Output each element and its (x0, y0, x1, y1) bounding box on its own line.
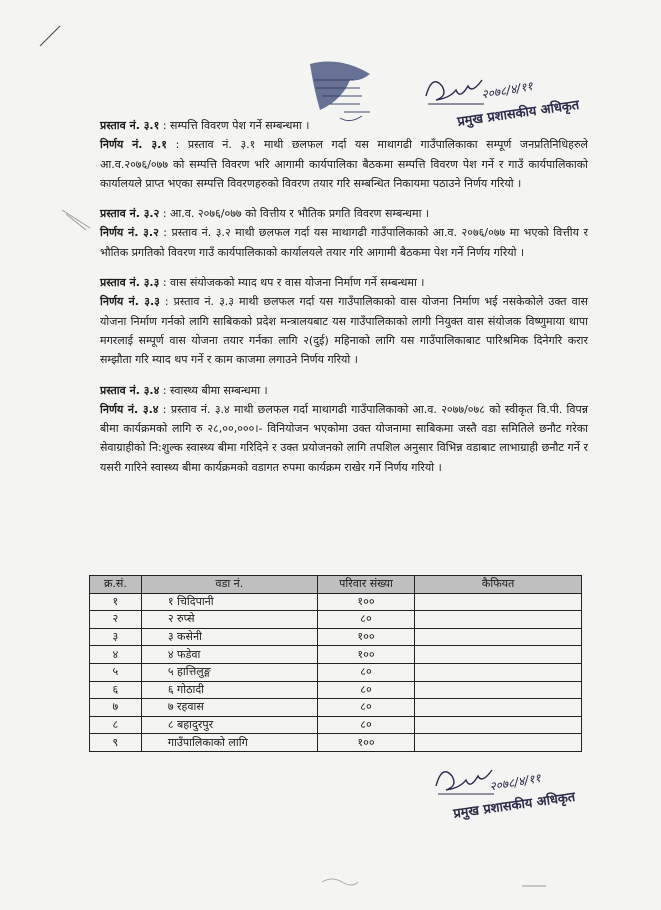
table-row (90, 593, 582, 611)
scan-mark (36, 22, 66, 52)
cell-ward: ३ कसेनी (141, 628, 317, 646)
scan-mark (520, 880, 550, 892)
minutes-body (100, 116, 588, 477)
cell-remarks (415, 646, 582, 664)
cell-serial: ४ (90, 646, 142, 664)
table-row (90, 646, 582, 664)
table-row (90, 716, 582, 734)
cell-remarks (415, 628, 582, 646)
decision-3-2: निर्णय नं. ३.२ : प्रस्ताव नं. ३.२ माथी छलफल गर्दा यस माथागढी गाउँपालिकाको आ.व. २०७६/०७७ मा भएको वित्तीय र भौतिक प्रगतिको विवरण गाउँ कार्यपालिकाको कार्यालयले तयार गरि आगामी बैठकमा पेश गर्ने निर्णय गरियो । (100, 226, 588, 259)
proposal-3-1-heading: प्रस्ताव नं. ३.१ : सम्पत्ति विवरण पेश गर्ने सम्बन्धमा । (100, 119, 310, 132)
decision-3-4: निर्णय नं. ३.४ : प्रस्ताव नं. ३.४ माथी छलफल गर्दा माथागढी गाउँपालिकाको आ.व. २०७७/०७८ को स्वीकृत वि.पी. विपन्न बीमा कार्यक्रमको लागि रु २८,००,०००।- विनियोजन भएकोमा उक्त योजनामा साबिकमा जस्तै वडा समितिले छनौट गरेका सेवाग्राहीको नि:शुल्क स्वास्थ्य बीमा गरिदिने र उक्त प्रयोजनको लागि तपशिल अनुसार विभिन्न वडाबाट लाभाग्राही छनौट गर्ने र यसरी गारिने स्वास्थ्य बीमा कार्यक्रमको वडागत रुपमा कार्यक्रम राखेर गर्ने निर्णय गरियो । (100, 402, 588, 474)
table-row (90, 663, 582, 681)
cell-family-count: ८० (317, 611, 414, 629)
signature-date: २०७८/४/११ (480, 78, 534, 102)
cell-family-count: ८० (317, 681, 414, 699)
cell-serial: ६ (90, 681, 142, 699)
cell-serial: ९ (90, 734, 142, 752)
cell-serial: ७ (90, 699, 142, 717)
table-header-row (90, 576, 582, 594)
cell-serial: ३ (90, 628, 142, 646)
cell-remarks (415, 611, 582, 629)
cell-family-count: १०० (317, 593, 414, 611)
cell-family-count: १०० (317, 734, 414, 752)
signature-title: प्रमुख प्रशासकीय अधिकृत (456, 97, 581, 130)
signature-title: प्रमुख प्रशासकीय अधिकृत (452, 789, 577, 822)
cell-remarks (415, 593, 582, 611)
header-family-count: परिवार संख्या (317, 576, 414, 594)
cell-ward: १ चिदिपानी (141, 593, 317, 611)
ward-insurance-table (89, 575, 582, 752)
cell-remarks (415, 734, 582, 752)
table-row (90, 734, 582, 752)
table-row (90, 611, 582, 629)
decision-3-3: निर्णय नं. ३.३ : प्रस्ताव नं. ३.३ माथी छलफल गर्दा यस गाउँपालिकाको वास योजना निर्माण भई नसकेकोले उक्त वास योजना निर्माण गर्नको लागि साबिकको प्रदेश मन्त्रालयबाट यस गाउँपालिकाको लागी नियुक्त वास संयोजक विष्णुमाया थापा मगरलाई सम्पूर्ण वास योजना तयार गर्नका लागि २(दुई) महिनाको लागि यस गाउँपालिकाबाट पारिश्रमिक दिनेगरि करार सम्झौता गरि म्याद थप गर्ने र काम काजमा लगाउने निर्णय गरियो । (100, 295, 588, 367)
signature-date: २०७८/४/११ (488, 770, 542, 794)
scan-smudge (320, 872, 360, 892)
cell-remarks (415, 663, 582, 681)
header-remarks: कैफियत (415, 576, 582, 594)
proposal-3-4-heading: प्रस्ताव नं. ३.४ : स्वास्थ्य बीमा सम्बन्धमा । (100, 383, 268, 397)
header-ward: वडा नं. (141, 576, 317, 594)
cell-family-count: ८० (317, 663, 414, 681)
cell-remarks (415, 681, 582, 699)
cell-remarks (415, 699, 582, 717)
cell-ward: ७ रहवास (141, 699, 317, 717)
cell-ward: ४ फडेवा (141, 646, 317, 664)
cell-ward: गाउँपालिकाको लागि (141, 734, 317, 752)
cell-serial: २ (90, 611, 142, 629)
table-row (90, 681, 582, 699)
header-serial: क्र.सं. (90, 576, 142, 594)
cell-family-count: १०० (317, 628, 414, 646)
scan-smudge (60, 208, 96, 234)
cell-family-count: ८० (317, 699, 414, 717)
table-row (90, 628, 582, 646)
cell-ward: ६ गोठादी (141, 681, 317, 699)
cell-ward: ८ बहादुरपुर (141, 716, 317, 734)
cell-serial: १ (90, 593, 142, 611)
proposal-3-2-heading: प्रस्ताव नं. ३.२ : आ.व. २०७६/०७७ को वित्तीय र भौतिक प्रगति विवरण सम्बन्धमा । (100, 207, 430, 221)
cell-serial: ५ (90, 663, 142, 681)
table-row (90, 699, 582, 717)
bottom-signature (430, 758, 610, 828)
cell-ward: ५ हात्तिलुङ्ग (141, 663, 317, 681)
cell-family-count: ८० (317, 716, 414, 734)
cell-remarks (415, 716, 582, 734)
cell-ward: २ रुप्से (141, 611, 317, 629)
cell-family-count: १०० (317, 646, 414, 664)
decision-3-1: निर्णय नं. ३.१ : प्रस्ताव नं. ३.१ माथी छलफल गर्दा यस माथागढी गाउँपालिकाका सम्पूर्ण जनप्रतिनिधिहरुले आ.व.२०७६/०७७ को सम्पत्ति विवरण भरि आगामी कार्यपालिका बैठकमा सम्पत्ति विवरण पेश गर्ने र गाउँ कार्यपालिकाको कार्यालयले प्राप्त भएका सम्पत्ति विवरणहरुको विवरण तयार गरि सम्बन्धित निकायमा पठाउने निर्णय गरियो । (100, 138, 588, 190)
proposal-3-3-heading: प्रस्ताव नं. ३.३ : वास संयोजकको म्याद थप र वास योजना निर्माण गर्ने सम्बन्धमा । (100, 276, 425, 290)
cell-serial: ८ (90, 716, 142, 734)
